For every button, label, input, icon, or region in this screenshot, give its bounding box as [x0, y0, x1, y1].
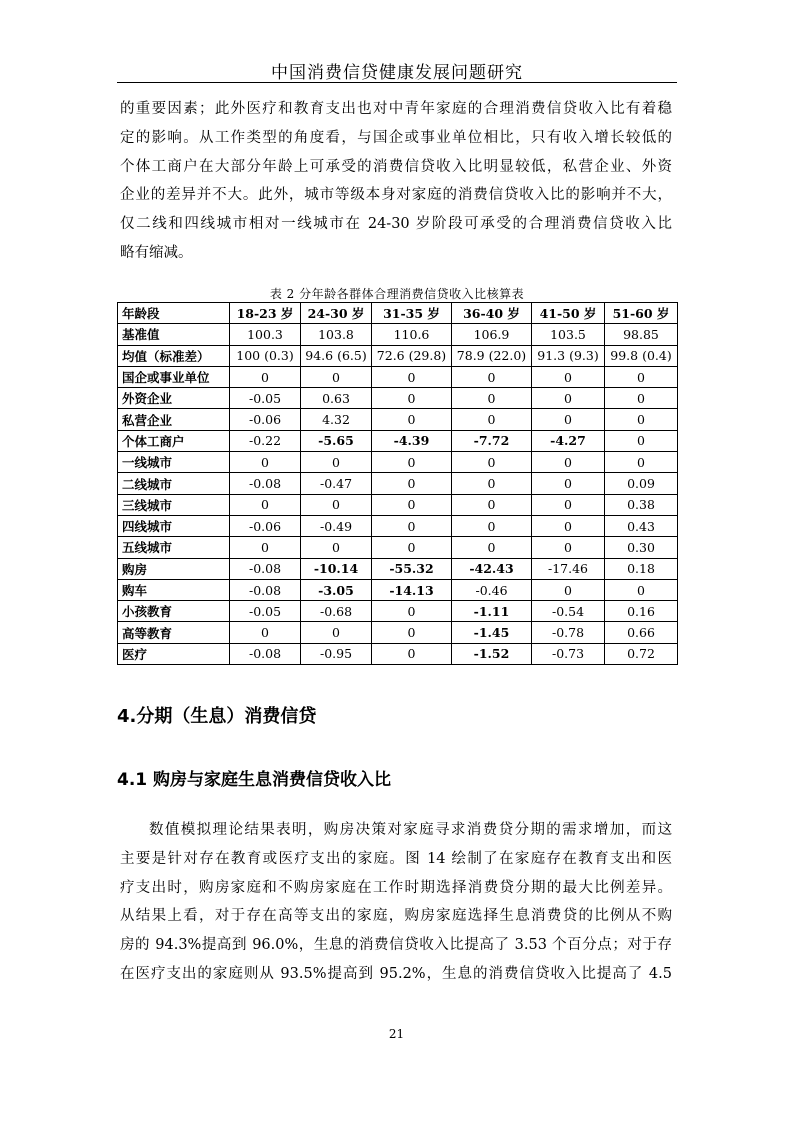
table-cell: -0.08	[230, 579, 301, 600]
table-cell: 0	[605, 366, 678, 387]
table-cell: 0.30	[605, 537, 678, 558]
table-cell: 0.43	[605, 515, 678, 536]
table-cell: -5.65	[301, 430, 372, 451]
table-cell: -1.11	[452, 601, 532, 622]
page-header-title: 中国消费信贷健康发展问题研究	[271, 63, 523, 83]
table-caption: 表 2 分年龄各群体合理消费信贷收入比核算表	[269, 287, 525, 301]
table-cell: 0.16	[605, 601, 678, 622]
table-cell: -0.73	[532, 643, 605, 664]
table-row-label: 基准值	[118, 324, 230, 345]
table-row-label: 五线城市	[118, 537, 230, 558]
table-column-header: 18-23 岁	[230, 303, 301, 324]
table-row-label: 高等教育	[118, 622, 230, 643]
table-row-label: 购房	[118, 558, 230, 579]
paragraph-line: 数值模拟理论结果表明，购房决策对家庭寻求消费贷分期的需求增加，而这	[149, 822, 672, 838]
table-column-header: 36-40 岁	[452, 303, 532, 324]
table-cell: -0.08	[230, 473, 301, 494]
table-cell: 0	[230, 452, 301, 473]
table-row	[118, 579, 678, 600]
table-cell: -0.47	[301, 473, 372, 494]
table-cell: 0	[532, 473, 605, 494]
table-cell: -0.49	[301, 515, 372, 536]
paragraph-line: 个体工商户在大部分年龄上可承受的消费信贷收入比明显较低，私营企业、外资	[120, 158, 672, 175]
table-cell: 0	[532, 366, 605, 387]
paragraph-line: 的重要因素；此外医疗和教育支出也对中青年家庭的合理消费信贷收入比有着稳	[120, 101, 672, 117]
table-cell: 0	[372, 643, 452, 664]
table-cell: -0.06	[230, 515, 301, 536]
paragraph-line: 定的影响。从工作类型的角度看，与国企或事业单位相比，只有收入增长较低的	[120, 129, 672, 146]
table-cell: 0	[532, 537, 605, 558]
table-cell: -0.05	[230, 388, 301, 409]
table-cell: 0	[605, 452, 678, 473]
table-cell: 0	[605, 430, 678, 451]
table-cell: -3.05	[301, 579, 372, 600]
table-cell: 0	[452, 388, 532, 409]
table-cell: 0	[372, 515, 452, 536]
table-cell: -0.22	[230, 430, 301, 451]
table-cell: 110.6	[372, 324, 452, 345]
table-cell: -55.32	[372, 558, 452, 579]
table-cell: 103.5	[532, 324, 605, 345]
table-cell: -0.78	[532, 622, 605, 643]
table-row-label: 医疗	[118, 643, 230, 664]
body-paragraph	[120, 816, 672, 989]
table-cell: 0.72	[605, 643, 678, 664]
paragraph-line: 从结果上看，对于存在高等支出的家庭，购房家庭选择生息消费贷的比例从不购	[120, 908, 672, 925]
table-row	[118, 366, 678, 387]
intro-paragraph	[120, 95, 672, 268]
paragraph-line: 企业的差异并不大。此外，城市等级本身对家庭的消费信贷收入比的影响并不大，	[120, 187, 672, 204]
table-cell: -0.05	[230, 601, 301, 622]
table-cell: -0.08	[230, 558, 301, 579]
table-cell: 0	[301, 452, 372, 473]
paragraph-line: 疗支出时，购房家庭和不购房家庭在工作时期选择消费贷分期的最大比例差异。	[120, 879, 672, 896]
table-cell: 0	[230, 622, 301, 643]
table-row-label: 四线城市	[118, 515, 230, 536]
table-row	[118, 430, 678, 451]
table-cell: -0.06	[230, 409, 301, 430]
table-row	[118, 558, 678, 579]
table-row-label: 三线城市	[118, 494, 230, 515]
table-row-label: 小孩教育	[118, 601, 230, 622]
table-row	[118, 409, 678, 430]
table-cell: 0	[532, 515, 605, 536]
table-cell: 0	[452, 452, 532, 473]
table-cell: 0	[452, 409, 532, 430]
table-cell: 0	[230, 366, 301, 387]
table-cell: 0	[372, 388, 452, 409]
table-cell: 0	[372, 366, 452, 387]
table-cell: 0	[301, 366, 372, 387]
table-cell: -0.54	[532, 601, 605, 622]
table-row-label: 二线城市	[118, 473, 230, 494]
table-cell: 0	[452, 473, 532, 494]
table-cell: 94.6 (6.5)	[301, 345, 372, 366]
table-cell: 0	[230, 537, 301, 558]
table-cell: 0	[301, 494, 372, 515]
table-cell: 0	[532, 494, 605, 515]
table-cell: 0	[605, 579, 678, 600]
table-cell: 0	[372, 537, 452, 558]
table-cell: -7.72	[452, 430, 532, 451]
table-row	[118, 473, 678, 494]
table-cell: -1.45	[452, 622, 532, 643]
table-row-label: 个体工商户	[118, 430, 230, 451]
table-cell: -10.14	[301, 558, 372, 579]
table-cell: 100.3	[230, 324, 301, 345]
table-row-label: 国企或事业单位	[118, 366, 230, 387]
table-cell: 0	[230, 494, 301, 515]
table-row	[118, 515, 678, 536]
header-rule	[117, 82, 677, 83]
table-row	[118, 452, 678, 473]
table-cell: 0	[372, 622, 452, 643]
table-cell: -1.52	[452, 643, 532, 664]
subsection-heading: 4.1 购房与家庭生息消费信贷收入比	[117, 770, 392, 790]
table-cell: 0	[301, 537, 372, 558]
table-cell: 0	[605, 409, 678, 430]
paragraph-line: 房的 94.3%提高到 96.0%，生息的消费信贷收入比提高了 3.53 个百分点；对于存	[120, 937, 672, 954]
paragraph-line: 在医疗支出的家庭则从 93.5%提高到 95.2%，生息的消费信贷收入比提高了 4.5	[120, 965, 672, 982]
table-cell: 4.32	[301, 409, 372, 430]
table-cell: 0	[452, 366, 532, 387]
table-cell: 0	[301, 622, 372, 643]
table-column-header: 41-50 岁	[532, 303, 605, 324]
table-cell: 78.9 (22.0)	[452, 345, 532, 366]
table-header-row	[118, 303, 678, 324]
table-cell: 0	[372, 452, 452, 473]
table-cell: -0.46	[452, 579, 532, 600]
table-cell: 99.8 (0.4)	[605, 345, 678, 366]
table-cell: 100 (0.3)	[230, 345, 301, 366]
table-cell: 0.38	[605, 494, 678, 515]
table-cell: -4.27	[532, 430, 605, 451]
table-cell: 0	[452, 494, 532, 515]
table-row	[118, 345, 678, 366]
table-row	[118, 643, 678, 664]
table-row-label: 购车	[118, 579, 230, 600]
page-number: 21	[388, 1027, 405, 1041]
table-cell: 0.09	[605, 473, 678, 494]
table-cell: 0.63	[301, 388, 372, 409]
table-cell: -0.68	[301, 601, 372, 622]
paragraph-line: 主要是针对存在教育或医疗支出的家庭。图 14 绘制了在家庭存在教育支出和医	[120, 850, 672, 867]
table-column-header: 31-35 岁	[372, 303, 452, 324]
table-cell: 106.9	[452, 324, 532, 345]
table-cell: 0	[452, 537, 532, 558]
paragraph-line: 略有缩减。	[120, 244, 193, 261]
paragraph-line: 仅二线和四线城市相对一线城市在 24-30 岁阶段可承受的合理消费信贷收入比	[120, 216, 672, 233]
table-cell: 0	[372, 473, 452, 494]
table-cell: -42.43	[452, 558, 532, 579]
table-row	[118, 622, 678, 643]
table-cell: 0.66	[605, 622, 678, 643]
table-cell: 0.18	[605, 558, 678, 579]
table-cell: 0	[532, 452, 605, 473]
table-cell: 98.85	[605, 324, 678, 345]
table-row	[118, 324, 678, 345]
table-corner-header: 年龄段	[118, 303, 230, 324]
table-cell: 0	[372, 601, 452, 622]
table-row	[118, 601, 678, 622]
data-table	[117, 302, 678, 665]
table-row	[118, 494, 678, 515]
table-cell: 103.8	[301, 324, 372, 345]
table-cell: 0	[452, 515, 532, 536]
table-cell: -4.39	[372, 430, 452, 451]
table-cell: 0	[532, 409, 605, 430]
table-column-header: 24-30 岁	[301, 303, 372, 324]
table-cell: 72.6 (29.8)	[372, 345, 452, 366]
table-row-label: 私营企业	[118, 409, 230, 430]
table-row-label: 均值（标准差）	[118, 345, 230, 366]
section-heading: 4.分期（生息）消费信贷	[117, 706, 317, 727]
table-cell: 0	[532, 579, 605, 600]
table-cell: 0	[605, 388, 678, 409]
table-cell: 0	[372, 409, 452, 430]
table-cell: 91.3 (9.3)	[532, 345, 605, 366]
table-cell: -0.08	[230, 643, 301, 664]
table-cell: -17.46	[532, 558, 605, 579]
table-cell: -14.13	[372, 579, 452, 600]
table-row-label: 一线城市	[118, 452, 230, 473]
table-row-label: 外资企业	[118, 388, 230, 409]
table-row	[118, 388, 678, 409]
table-cell: -0.95	[301, 643, 372, 664]
table-cell: 0	[532, 388, 605, 409]
table-cell: 0	[372, 494, 452, 515]
table-row	[118, 537, 678, 558]
table-column-header: 51-60 岁	[605, 303, 678, 324]
